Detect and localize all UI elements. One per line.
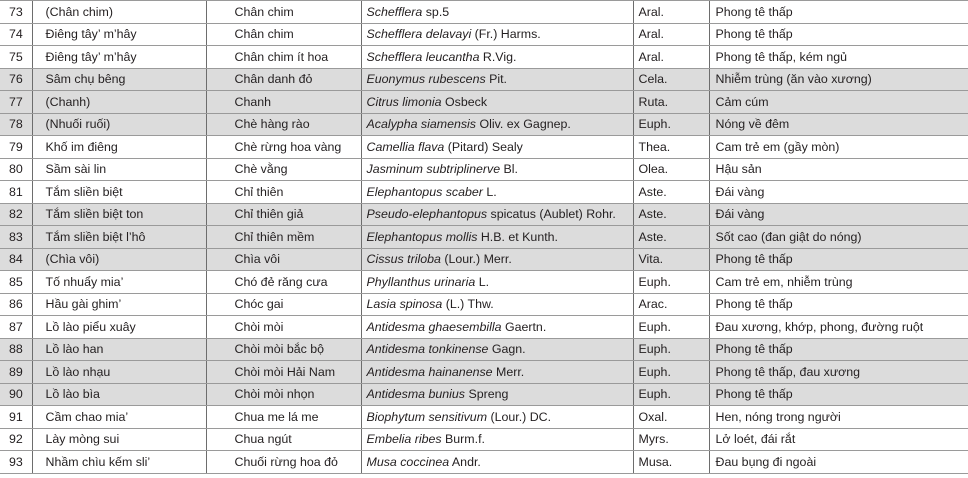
vietnamese-name-cell: Chân chim: [206, 23, 361, 46]
scientific-name-author: Gagn.: [488, 342, 526, 357]
scientific-name-cell: [361, 428, 633, 451]
plant-table-body: [0, 1, 968, 474]
scientific-name-cell: [361, 181, 633, 204]
medicinal-use-cell: Phong tê thấp: [709, 293, 968, 316]
family-cell: Euph.: [633, 361, 709, 384]
row-number-cell: 80: [0, 158, 32, 181]
scientific-name-cell: [361, 91, 633, 114]
medicinal-use-cell: Cảm cúm: [709, 91, 968, 114]
scientific-name-italic: Camellia flava: [366, 139, 445, 154]
scientific-name-cell: [361, 158, 633, 181]
scientific-name-author: (Lour.) DC.: [487, 409, 552, 424]
scientific-name-italic: Schefflera leucantha: [366, 49, 480, 64]
table-row: [0, 46, 968, 69]
table-row: [0, 271, 968, 294]
scientific-name-italic: Elephantopus mollis: [366, 229, 478, 244]
table-row: [0, 91, 968, 114]
scientific-name-italic: Antidesma bunius: [366, 387, 465, 402]
scientific-name-italic: Antidesma tonkinense: [366, 342, 489, 357]
table-row: [0, 181, 968, 204]
row-number-cell: 74: [0, 23, 32, 46]
local-name-cell: Tắm sliền biệt: [32, 181, 206, 204]
scientific-name-cell: [361, 248, 633, 271]
scientific-name-author: L.: [475, 274, 490, 289]
scientific-name-italic: Phyllanthus urinaria: [366, 274, 476, 289]
family-cell: Aste.: [633, 181, 709, 204]
row-number-cell: 90: [0, 383, 32, 406]
medicinal-use-cell: Nóng về đêm: [709, 113, 968, 136]
vietnamese-name-cell: Chòi mòi: [206, 316, 361, 339]
vietnamese-name-cell: Chòi mòi bắc bộ: [206, 338, 361, 361]
scientific-name-author: Andr.: [449, 454, 481, 469]
family-cell: Ruta.: [633, 91, 709, 114]
row-number-cell: 91: [0, 406, 32, 429]
table-row: [0, 226, 968, 249]
family-cell: Aral.: [633, 1, 709, 24]
row-number-cell: 73: [0, 1, 32, 24]
scientific-name-author: (Fr.) Harms.: [471, 27, 541, 42]
table-row: [0, 68, 968, 91]
scientific-name-cell: [361, 46, 633, 69]
local-name-cell: Điêng tây’ m’hây: [32, 46, 206, 69]
row-number-cell: 75: [0, 46, 32, 69]
row-number-cell: 81: [0, 181, 32, 204]
medicinal-use-cell: Đái vàng: [709, 203, 968, 226]
local-name-cell: Khố im điêng: [32, 136, 206, 159]
local-name-cell: Lồ lào han: [32, 338, 206, 361]
row-number-cell: 76: [0, 68, 32, 91]
scientific-name-author: Pit.: [485, 72, 508, 87]
scientific-name-author: Gaertn.: [501, 319, 547, 334]
scientific-name-cell: [361, 293, 633, 316]
scientific-name-italic: Citrus limonia: [366, 94, 442, 109]
vietnamese-name-cell: Chỉ thiên: [206, 181, 361, 204]
scientific-name-cell: [361, 226, 633, 249]
table-row: [0, 248, 968, 271]
scientific-name-italic: Acalypha siamensis: [366, 117, 477, 132]
table-row: [0, 361, 968, 384]
scientific-name-cell: [361, 271, 633, 294]
medicinal-use-cell: Nhiễm trùng (ăn vào xương): [709, 68, 968, 91]
local-name-cell: (Chanh): [32, 91, 206, 114]
table-row: [0, 428, 968, 451]
medicinal-use-cell: Phong tê thấp: [709, 338, 968, 361]
scientific-name-author: Merr.: [492, 364, 525, 379]
row-number-cell: 82: [0, 203, 32, 226]
table-row: [0, 1, 968, 24]
medicinal-use-cell: Đái vàng: [709, 181, 968, 204]
medicinal-use-cell: Hen, nóng trong người: [709, 406, 968, 429]
table-row: [0, 316, 968, 339]
table-row: [0, 158, 968, 181]
medicinal-use-cell: Phong tê thấp: [709, 23, 968, 46]
local-name-cell: Sầm sài lin: [32, 158, 206, 181]
scientific-name-author: Osbeck: [441, 94, 488, 109]
table-row: [0, 338, 968, 361]
medicinal-use-cell: Phong tê thấp: [709, 1, 968, 24]
vietnamese-name-cell: Chó đẻ răng cưa: [206, 271, 361, 294]
medicinal-use-cell: Hậu sản: [709, 158, 968, 181]
row-number-cell: 84: [0, 248, 32, 271]
scientific-name-italic: Schefflera delavayi: [366, 27, 472, 42]
row-number-cell: 92: [0, 428, 32, 451]
local-name-cell: (Chìa vôi): [32, 248, 206, 271]
vietnamese-name-cell: Chanh: [206, 91, 361, 114]
vietnamese-name-cell: Chè hàng rào: [206, 113, 361, 136]
family-cell: Aral.: [633, 23, 709, 46]
local-name-cell: Sâm chụ bêng: [32, 68, 206, 91]
row-number-cell: 86: [0, 293, 32, 316]
row-number-cell: 85: [0, 271, 32, 294]
vietnamese-name-cell: Chè rừng hoa vàng: [206, 136, 361, 159]
family-cell: Arac.: [633, 293, 709, 316]
scientific-name-author: (L.) Thw.: [442, 297, 494, 312]
table-row: [0, 113, 968, 136]
scientific-name-author: sp.5: [422, 4, 450, 19]
local-name-cell: Lồ lào piểu xuây: [32, 316, 206, 339]
scientific-name-italic: Musa coccinea: [366, 454, 450, 469]
family-cell: Oxal.: [633, 406, 709, 429]
row-number-cell: 77: [0, 91, 32, 114]
local-name-cell: Tố nhuẩy mia’: [32, 271, 206, 294]
scientific-name-cell: [361, 1, 633, 24]
local-name-cell: Tắm sliền biệt ton: [32, 203, 206, 226]
scientific-name-cell: [361, 203, 633, 226]
scientific-name-italic: Antidesma ghaesembilla: [366, 319, 502, 334]
scientific-name-italic: Cissus triloba: [366, 252, 441, 267]
row-number-cell: 89: [0, 361, 32, 384]
family-cell: Euph.: [633, 316, 709, 339]
scientific-name-italic: Elephantopus scaber: [366, 184, 483, 199]
medicinal-use-cell: Phong tê thấp, đau xương: [709, 361, 968, 384]
scientific-name-italic: Biophytum sensitivum: [366, 409, 488, 424]
scientific-name-author: Oliv. ex Gagnep.: [476, 117, 571, 132]
scientific-name-cell: [361, 361, 633, 384]
medicinal-use-cell: Cam trẻ em, nhiễm trùng: [709, 271, 968, 294]
family-cell: Cela.: [633, 68, 709, 91]
table-row: [0, 136, 968, 159]
row-number-cell: 79: [0, 136, 32, 159]
local-name-cell: (Chân chim): [32, 1, 206, 24]
medicinal-use-cell: Đau xương, khớp, phong, đường ruột: [709, 316, 968, 339]
table-row: [0, 406, 968, 429]
table-row: [0, 23, 968, 46]
scientific-name-cell: [361, 451, 633, 474]
local-name-cell: Điêng tây’ m’hây: [32, 23, 206, 46]
medicinal-use-cell: Phong tê thấp, kém ngủ: [709, 46, 968, 69]
vietnamese-name-cell: Chua me lá me: [206, 406, 361, 429]
scientific-name-author: H.B. et Kunth.: [477, 229, 558, 244]
scientific-name-author: spicatus (Aublet) Rohr.: [487, 207, 616, 222]
scientific-name-italic: Pseudo-elephantopus: [366, 207, 488, 222]
scientific-name-italic: Lasia spinosa: [366, 297, 443, 312]
scientific-name-italic: Schefflera: [366, 4, 423, 19]
vietnamese-name-cell: Chân chim ít hoa: [206, 46, 361, 69]
family-cell: Thea.: [633, 136, 709, 159]
vietnamese-name-cell: Chân danh đỏ: [206, 68, 361, 91]
scientific-name-author: Bl.: [500, 162, 518, 177]
scientific-name-author: Spreng: [465, 387, 509, 402]
table-row: [0, 293, 968, 316]
family-cell: Aral.: [633, 46, 709, 69]
family-cell: Musa.: [633, 451, 709, 474]
family-cell: Euph.: [633, 271, 709, 294]
scientific-name-italic: Embelia ribes: [366, 432, 442, 447]
row-number-cell: 78: [0, 113, 32, 136]
scientific-name-author: L.: [482, 184, 497, 199]
vietnamese-name-cell: Chân chim: [206, 1, 361, 24]
table-row: [0, 383, 968, 406]
family-cell: Euph.: [633, 113, 709, 136]
vietnamese-name-cell: Chóc gai: [206, 293, 361, 316]
local-name-cell: Cầm chao mia’: [32, 406, 206, 429]
medicinal-use-cell: Cam trẻ em (gầy mòn): [709, 136, 968, 159]
vietnamese-name-cell: Chuối rừng hoa đỏ: [206, 451, 361, 474]
local-name-cell: (Nhuối ruối): [32, 113, 206, 136]
vietnamese-name-cell: Chua ngút: [206, 428, 361, 451]
vietnamese-name-cell: Chòi mòi Hải Nam: [206, 361, 361, 384]
medicinal-use-cell: Lở loét, đái rắt: [709, 428, 968, 451]
family-cell: Vita.: [633, 248, 709, 271]
medicinal-use-cell: Phong tê thấp: [709, 383, 968, 406]
local-name-cell: Lồ lào nhạu: [32, 361, 206, 384]
family-cell: Myrs.: [633, 428, 709, 451]
table-row: [0, 203, 968, 226]
scientific-name-cell: [361, 68, 633, 91]
row-number-cell: 88: [0, 338, 32, 361]
scientific-name-author: Burm.f.: [441, 432, 485, 447]
scientific-name-italic: Antidesma hainanense: [366, 364, 493, 379]
row-number-cell: 83: [0, 226, 32, 249]
medicinal-use-cell: Đau bụng đi ngoài: [709, 451, 968, 474]
vietnamese-name-cell: Chè vằng: [206, 158, 361, 181]
family-cell: Olea.: [633, 158, 709, 181]
family-cell: Euph.: [633, 383, 709, 406]
local-name-cell: Nhầm chìu kếm sli’: [32, 451, 206, 474]
scientific-name-author: (Lour.) Merr.: [440, 252, 512, 267]
scientific-name-cell: [361, 406, 633, 429]
medicinal-use-cell: Sốt cao (đan giật do nóng): [709, 226, 968, 249]
scientific-name-italic: Jasminum subtriplinerve: [366, 162, 501, 177]
vietnamese-name-cell: Chòi mòi nhọn: [206, 383, 361, 406]
medicinal-use-cell: Phong tê thấp: [709, 248, 968, 271]
scientific-name-author: R.Vig.: [479, 49, 517, 64]
family-cell: Aste.: [633, 203, 709, 226]
vietnamese-name-cell: Chỉ thiên giả: [206, 203, 361, 226]
family-cell: Euph.: [633, 338, 709, 361]
family-cell: Aste.: [633, 226, 709, 249]
scientific-name-cell: [361, 136, 633, 159]
scientific-name-cell: [361, 338, 633, 361]
scientific-name-italic: Euonymus rubescens: [366, 72, 486, 87]
local-name-cell: Lày mòng sui: [32, 428, 206, 451]
scientific-name-cell: [361, 383, 633, 406]
local-name-cell: Tắm sliền biệt l’hô: [32, 226, 206, 249]
local-name-cell: Hầu gài ghim’: [32, 293, 206, 316]
local-name-cell: Lồ lào bìa: [32, 383, 206, 406]
vietnamese-name-cell: Chỉ thiên mềm: [206, 226, 361, 249]
scientific-name-cell: [361, 316, 633, 339]
scientific-name-author: (Pitard) Sealy: [444, 139, 523, 154]
scientific-name-cell: [361, 113, 633, 136]
vietnamese-name-cell: Chìa vôi: [206, 248, 361, 271]
row-number-cell: 93: [0, 451, 32, 474]
scientific-name-cell: [361, 23, 633, 46]
table-row: [0, 451, 968, 474]
row-number-cell: 87: [0, 316, 32, 339]
